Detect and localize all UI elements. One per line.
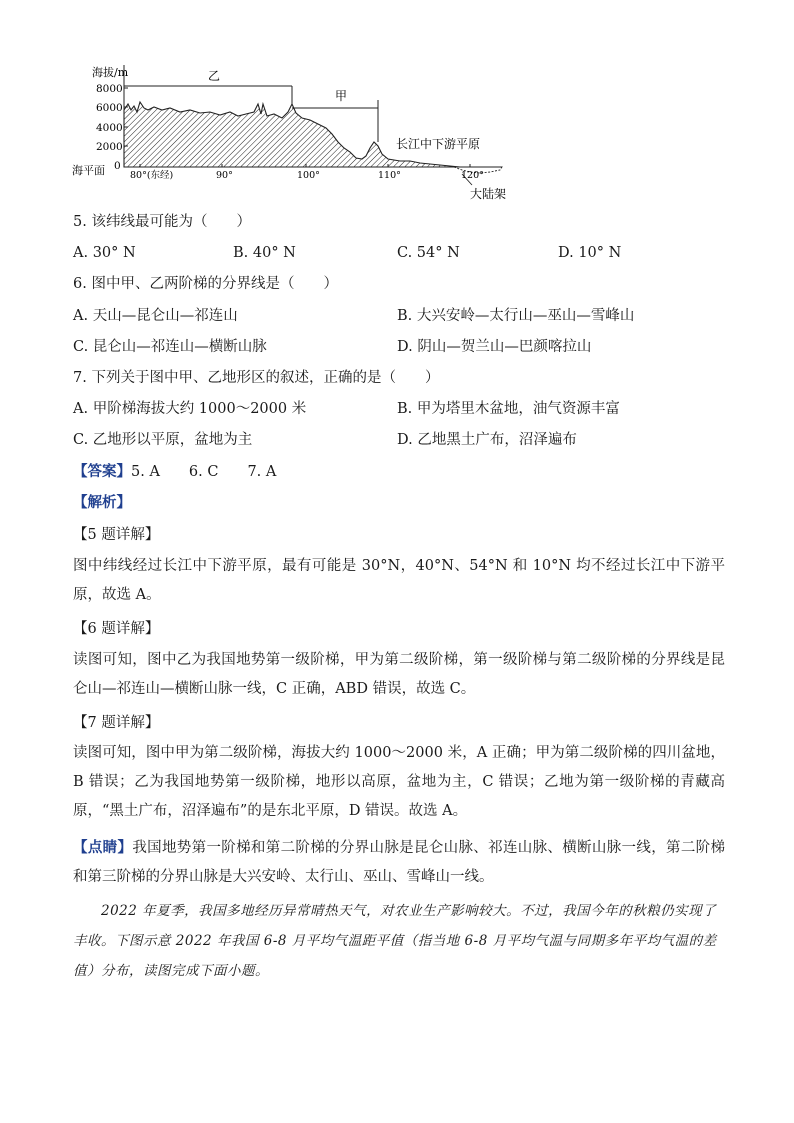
stage-jia-label: 甲 xyxy=(335,89,348,103)
q5-detail-text: 图中纬线经过长江中下游平原，最有可能是 30°N，40°N、54°N 和 10°N 均不经过长江中下游平原，故选 A。 xyxy=(73,558,725,603)
next-question-material: 2022 年夏季，我国多地经历异常晴热天气，对农业生产影响较大。不过，我国今年的秋粮仍实现了丰收。下图示意 2022 年我国 6-8 月平均气温距平值（指当地 6-8 月平均气温与同期多年平均气温的差值）分布，读图完成下面小题。 xyxy=(73,903,717,979)
y-tick-label: 0 xyxy=(114,160,121,172)
q7-detail-text: 读图可知，图中甲为第二级阶梯，海拔大约 1000～2000 米，A 正确；甲为第二级阶梯的四川盆地，B 错误；乙为我国地势第一级阶梯，地形以高原，盆地为主，C 错误；乙地为第一级阶梯的青藏高原，“黑土广布，沼泽遍布”的是东北平原，D 错误。故选 A。 xyxy=(73,745,725,819)
q5-option-b: B. 40° N xyxy=(233,245,296,261)
q6-option-c: C. 昆仑山—祁连山—横断山脉 xyxy=(73,339,267,355)
analysis-tag: 【解析】 xyxy=(73,494,131,511)
y-tick-label: 6000 xyxy=(96,102,123,114)
q7-option-a: A. 甲阶梯海拔大约 1000～2000 米 xyxy=(73,401,307,417)
x-tick-label: 100° xyxy=(297,170,320,181)
plain-label: 长江中下游平原 xyxy=(396,137,481,151)
tip-tag: 【点睛】 xyxy=(73,839,133,856)
q6-option-b: B. 大兴安岭—太行山—巫山—雪峰山 xyxy=(397,308,635,324)
shelf-label: 大陆架 xyxy=(470,187,507,201)
q7-option-d: D. 乙地黑土广布，沼泽遍布 xyxy=(397,432,577,448)
tip-text: 我国地势第一阶梯和第二阶梯的分界山脉是昆仑山脉、祁连山脉、横断山脉一线，第二阶梯和第三阶梯的分界山脉是大兴安岭、太行山、巫山、雪峰山一线。 xyxy=(73,840,726,885)
x-tick-label: 90° xyxy=(216,170,233,181)
stage-yi-label: 乙 xyxy=(208,69,221,83)
question-6-stem: 6. 图中甲、乙两阶梯的分界线是（ ） xyxy=(73,276,338,292)
q6-option-a: A. 天山—昆仑山—祁连山 xyxy=(73,308,238,324)
y-tick-label: 8000 xyxy=(96,83,123,95)
q7-detail-tag: 【7 题详解】 xyxy=(73,715,160,731)
terrain-profile-figure xyxy=(70,60,520,208)
question-5-stem: 5. 该纬线最可能为（ ） xyxy=(73,214,251,230)
q6-option-d: D. 阴山—贺兰山—巴颜喀拉山 xyxy=(397,339,592,355)
q6-detail-text: 读图可知，图中乙为我国地势第一级阶梯，甲为第二级阶梯，第一级阶梯与第二级阶梯的分界线是昆仑山—祁连山—横断山脉一线，C 正确，ABD 错误，故选 C。 xyxy=(73,652,725,697)
y-tick-label: 4000 xyxy=(96,122,123,134)
x-tick-label: 110° xyxy=(378,170,401,181)
answer-tag: 【答案】 xyxy=(73,463,131,480)
answer-line xyxy=(73,462,276,482)
q5-option-c: C. 54° N xyxy=(397,245,460,261)
sea-level-label: 海平面 xyxy=(72,164,105,177)
q7-option-c: C. 乙地形以平原，盆地为主 xyxy=(73,432,253,448)
x-tick-label: 120° xyxy=(461,170,484,181)
q7-option-b: B. 甲为塔里木盆地，油气资源丰富 xyxy=(397,401,620,417)
y-tick-label: 2000 xyxy=(96,141,123,153)
q5-option-a: A. 30° N xyxy=(73,245,136,261)
answer-text: 5. A 6. C 7. A xyxy=(131,464,277,480)
q5-detail-tag: 【5 题详解】 xyxy=(73,527,160,543)
question-7-stem: 7. 下列关于图中甲、乙地形区的叙述，正确的是（ ） xyxy=(73,370,440,386)
terrain-profile xyxy=(124,102,460,167)
y-axis-title: 海拔/m xyxy=(92,66,129,79)
tip-paragraph xyxy=(73,833,725,892)
q6-detail-tag: 【6 题详解】 xyxy=(73,621,160,637)
x-tick-label: 80°(东经) xyxy=(130,170,174,181)
q5-option-d: D. 10° N xyxy=(558,245,622,261)
